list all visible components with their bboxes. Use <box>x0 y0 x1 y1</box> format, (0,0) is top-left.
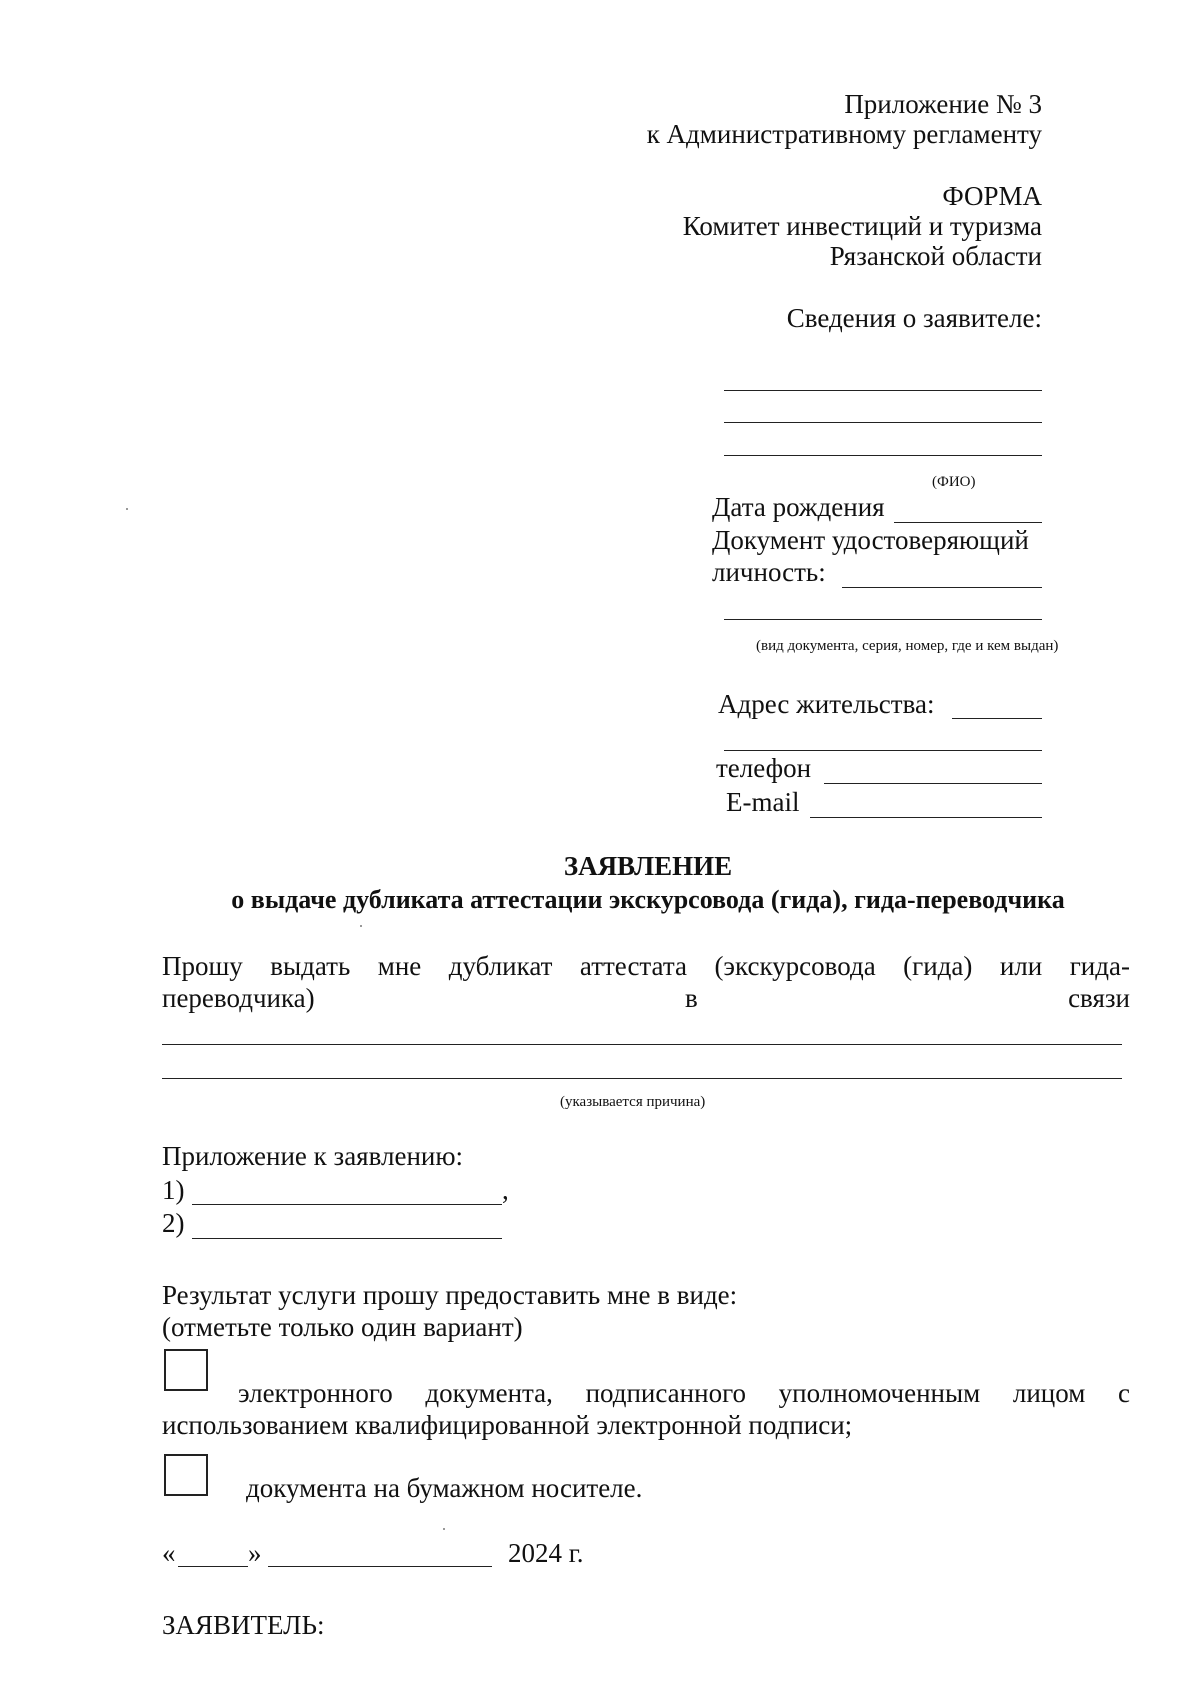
address-field-2[interactable] <box>724 750 1042 751</box>
attachment-2-number: 2) <box>162 1208 185 1238</box>
scan-speck <box>443 1528 445 1530</box>
option1-word: электронного <box>238 1378 393 1408</box>
date-open-quote: « <box>162 1538 176 1568</box>
id-doc-field-1[interactable] <box>842 587 1042 588</box>
email-field[interactable] <box>810 817 1042 818</box>
reason-caption: (указывается причина) <box>560 1094 706 1110</box>
date-year: 2024 г. <box>508 1538 584 1568</box>
id-doc-label-line1: Документ удостоверяющий <box>712 525 1029 555</box>
request-word: аттестата <box>579 951 687 981</box>
request-word: мне <box>377 951 422 981</box>
fio-line-1[interactable] <box>724 390 1042 391</box>
request-word: связи <box>1068 983 1130 1013</box>
request-word: в <box>684 983 698 1013</box>
committee-line1: Комитет инвестиций и туризма <box>682 211 1042 241</box>
fio-line-2[interactable] <box>724 422 1042 423</box>
attachment-1-separator: , <box>502 1175 509 1205</box>
fio-line-3[interactable] <box>724 455 1042 456</box>
applicant-signature-label: ЗАЯВИТЕЛЬ: <box>162 1610 325 1640</box>
birth-date-field[interactable] <box>894 522 1042 523</box>
option1-word: уполномоченным <box>778 1378 981 1408</box>
appendix-number: Приложение № 3 <box>844 89 1042 119</box>
date-close-quote: » <box>248 1538 262 1568</box>
applicant-info-heading: Сведения о заявителе: <box>786 303 1042 333</box>
attachment-1-number: 1) <box>162 1175 185 1205</box>
option1-word: подписанного <box>585 1378 746 1408</box>
attachment-2-field[interactable] <box>192 1238 502 1239</box>
id-doc-label-line2: личность: <box>712 557 826 587</box>
option1-line-1 <box>238 1377 1130 1409</box>
request-line-2 <box>162 982 1130 1014</box>
request-word: дубликат <box>448 951 553 981</box>
request-word: выдать <box>270 951 351 981</box>
scan-speck <box>360 925 362 927</box>
option1-word: документа, <box>425 1378 553 1408</box>
document-subtitle: о выдаче дубликата аттестации экскурсовода (гида), гида-переводчика <box>231 885 1065 914</box>
request-word: (экскурсовода <box>714 951 876 981</box>
reason-line-1[interactable] <box>162 1044 1122 1045</box>
reason-line-2[interactable] <box>162 1078 1122 1079</box>
birth-date-label: Дата рождения <box>712 492 885 522</box>
request-word: Прошу <box>162 951 243 981</box>
address-field-1[interactable] <box>952 718 1042 719</box>
scan-speck <box>126 508 128 510</box>
committee-line2: Рязанской области <box>829 241 1042 271</box>
fio-caption: (ФИО) <box>932 474 976 490</box>
result-note: (отметьте только один вариант) <box>162 1312 523 1342</box>
request-word: переводчика) <box>162 983 315 1013</box>
document-title: ЗАЯВЛЕНИЕ <box>563 851 733 881</box>
email-label: E-mail <box>726 787 800 817</box>
result-heading: Результат услуги прошу предоставить мне в виде: <box>162 1280 738 1310</box>
attachment-1-field[interactable] <box>192 1204 502 1205</box>
option1-word: лицом <box>1012 1378 1086 1408</box>
electronic-document-checkbox[interactable] <box>164 1349 208 1391</box>
date-day-field[interactable] <box>178 1566 248 1567</box>
appendix-to: к Административному регламенту <box>646 119 1042 149</box>
request-word: или <box>999 951 1043 981</box>
attachments-heading: Приложение к заявлению: <box>162 1141 464 1171</box>
id-doc-caption: (вид документа, серия, номер, где и кем выдан) <box>756 638 1059 654</box>
option2-label: документа на бумажном носителе. <box>246 1473 643 1503</box>
paper-document-checkbox[interactable] <box>164 1454 208 1496</box>
phone-field[interactable] <box>824 783 1042 784</box>
request-line-1 <box>162 950 1130 982</box>
option1-word: с <box>1117 1378 1130 1408</box>
request-word: гида- <box>1069 951 1130 981</box>
id-doc-field-2[interactable] <box>724 619 1042 620</box>
request-word: (гида) <box>903 951 973 981</box>
phone-label: телефон <box>716 753 812 783</box>
address-label: Адрес жительства: <box>718 689 935 719</box>
date-month-field[interactable] <box>268 1566 492 1567</box>
form-label: ФОРМА <box>942 181 1042 211</box>
option1-line-2: использованием квалифицированной электронной подписи; <box>162 1410 853 1440</box>
